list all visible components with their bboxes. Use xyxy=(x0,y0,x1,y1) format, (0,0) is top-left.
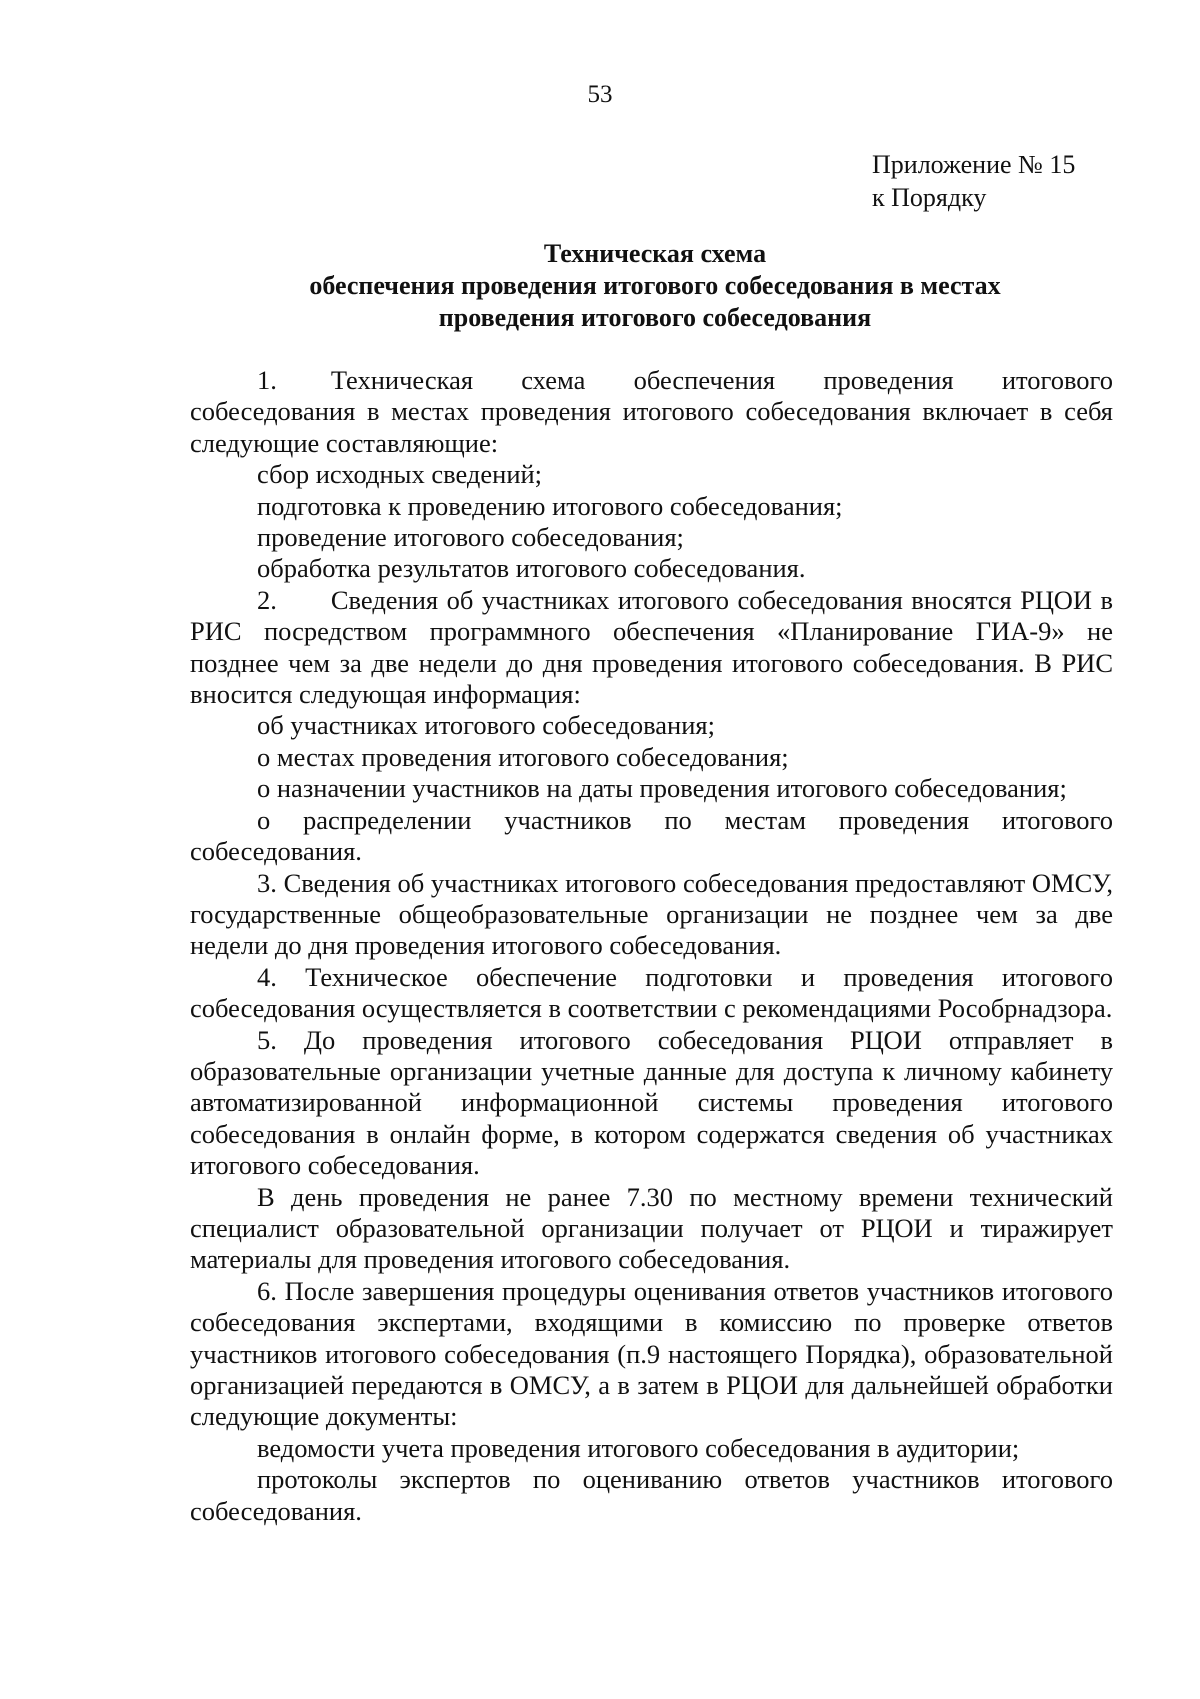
section-5-extra-paragraph: В день проведения не ранее 7.30 по местному времени технический специалист образовательной организации получает от РЦОИ и тиражирует материалы для проведения итогового собеседования. xyxy=(190,1181,1113,1275)
section-5-paragraph: 5. До проведения итогового собеседования РЦОИ отправляет в образовательные организации учетные данные для доступа к личному кабинету автоматизированной информационной системы проведения итогового собеседования в онлайн форме, в котором содержатся сведения об участниках итогового собеседования. xyxy=(190,1024,1113,1181)
section-3-paragraph: 3. Сведения об участниках итогового собеседования предоставляют ОМСУ, государственные общеобразовательные организации не позднее чем за две недели до дня проведения итогового собеседования. xyxy=(190,867,1113,961)
section-2-text: Сведения об участниках итогового собеседования вносятся РЦОИ в РИС посредством программного обеспечения «Планирование ГИА-9» не позднее чем за две недели до дня проведения итогового собеседования. В РИС вносится следующая информация: xyxy=(190,584,1113,710)
section-1-number: 1. xyxy=(257,365,277,395)
section-2-item: о назначении участников на даты проведения итогового собеседования; xyxy=(257,773,1067,804)
appendix-line-1: Приложение № 15 xyxy=(872,150,1076,179)
section-6-paragraph: 6. После завершения процедуры оценивания ответов участников итогового собеседования экспертами, входящими в комиссию по проверке ответов участников итогового собеседования (п.9 настоящего Порядка), образовательной организацией передаются в ОМСУ, а в затем в РЦОИ для дальнейшей обработки следующие документы: xyxy=(190,1275,1113,1432)
section-6-item: протоколы экспертов по оцениванию ответов участников итогового собеседования. xyxy=(190,1464,1113,1526)
section-2-number: 2. xyxy=(257,584,277,615)
title-line-2: обеспечения проведения итогового собеседования в местах xyxy=(309,271,1001,300)
section-2-last-item: о распределении участников по местам проведения итогового собеседования. xyxy=(190,804,1113,867)
page-number: 53 xyxy=(587,81,613,108)
section-1-item: сбор исходных сведений; xyxy=(257,459,543,490)
section-1-item: подготовка к проведению итогового собеседования; xyxy=(257,490,843,521)
section-2-item: об участниках итогового собеседования; xyxy=(257,710,715,741)
title-line-3: проведения итогового собеседования xyxy=(438,303,872,332)
section-1-item: проведение итогового собеседования; xyxy=(257,522,684,553)
document-title xyxy=(190,238,1120,334)
section-1-item: обработка результатов итогового собеседования. xyxy=(257,553,806,584)
appendix-reference xyxy=(872,148,1075,214)
title-line-1: Техническая схема xyxy=(543,239,767,268)
section-1-paragraph xyxy=(190,365,1113,459)
section-6-item: ведомости учета проведения итогового собеседования в аудитории; xyxy=(257,1432,1020,1463)
section-2-paragraph xyxy=(190,585,1113,711)
section-1-text: Техническая схема обеспечения проведения итогового собеседования в местах проведения итогового собеседования включает в себя следующие составляющие: xyxy=(190,365,1113,458)
section-4-paragraph: 4. Техническое обеспечение подготовки и проведения итогового собеседования осуществляется в соответствии с рекомендациями Рособрнадзора. xyxy=(190,961,1113,1024)
document-body xyxy=(190,365,1113,1527)
section-2-item: о местах проведения итогового собеседования; xyxy=(257,741,789,772)
appendix-line-2: к Порядку xyxy=(872,183,987,212)
